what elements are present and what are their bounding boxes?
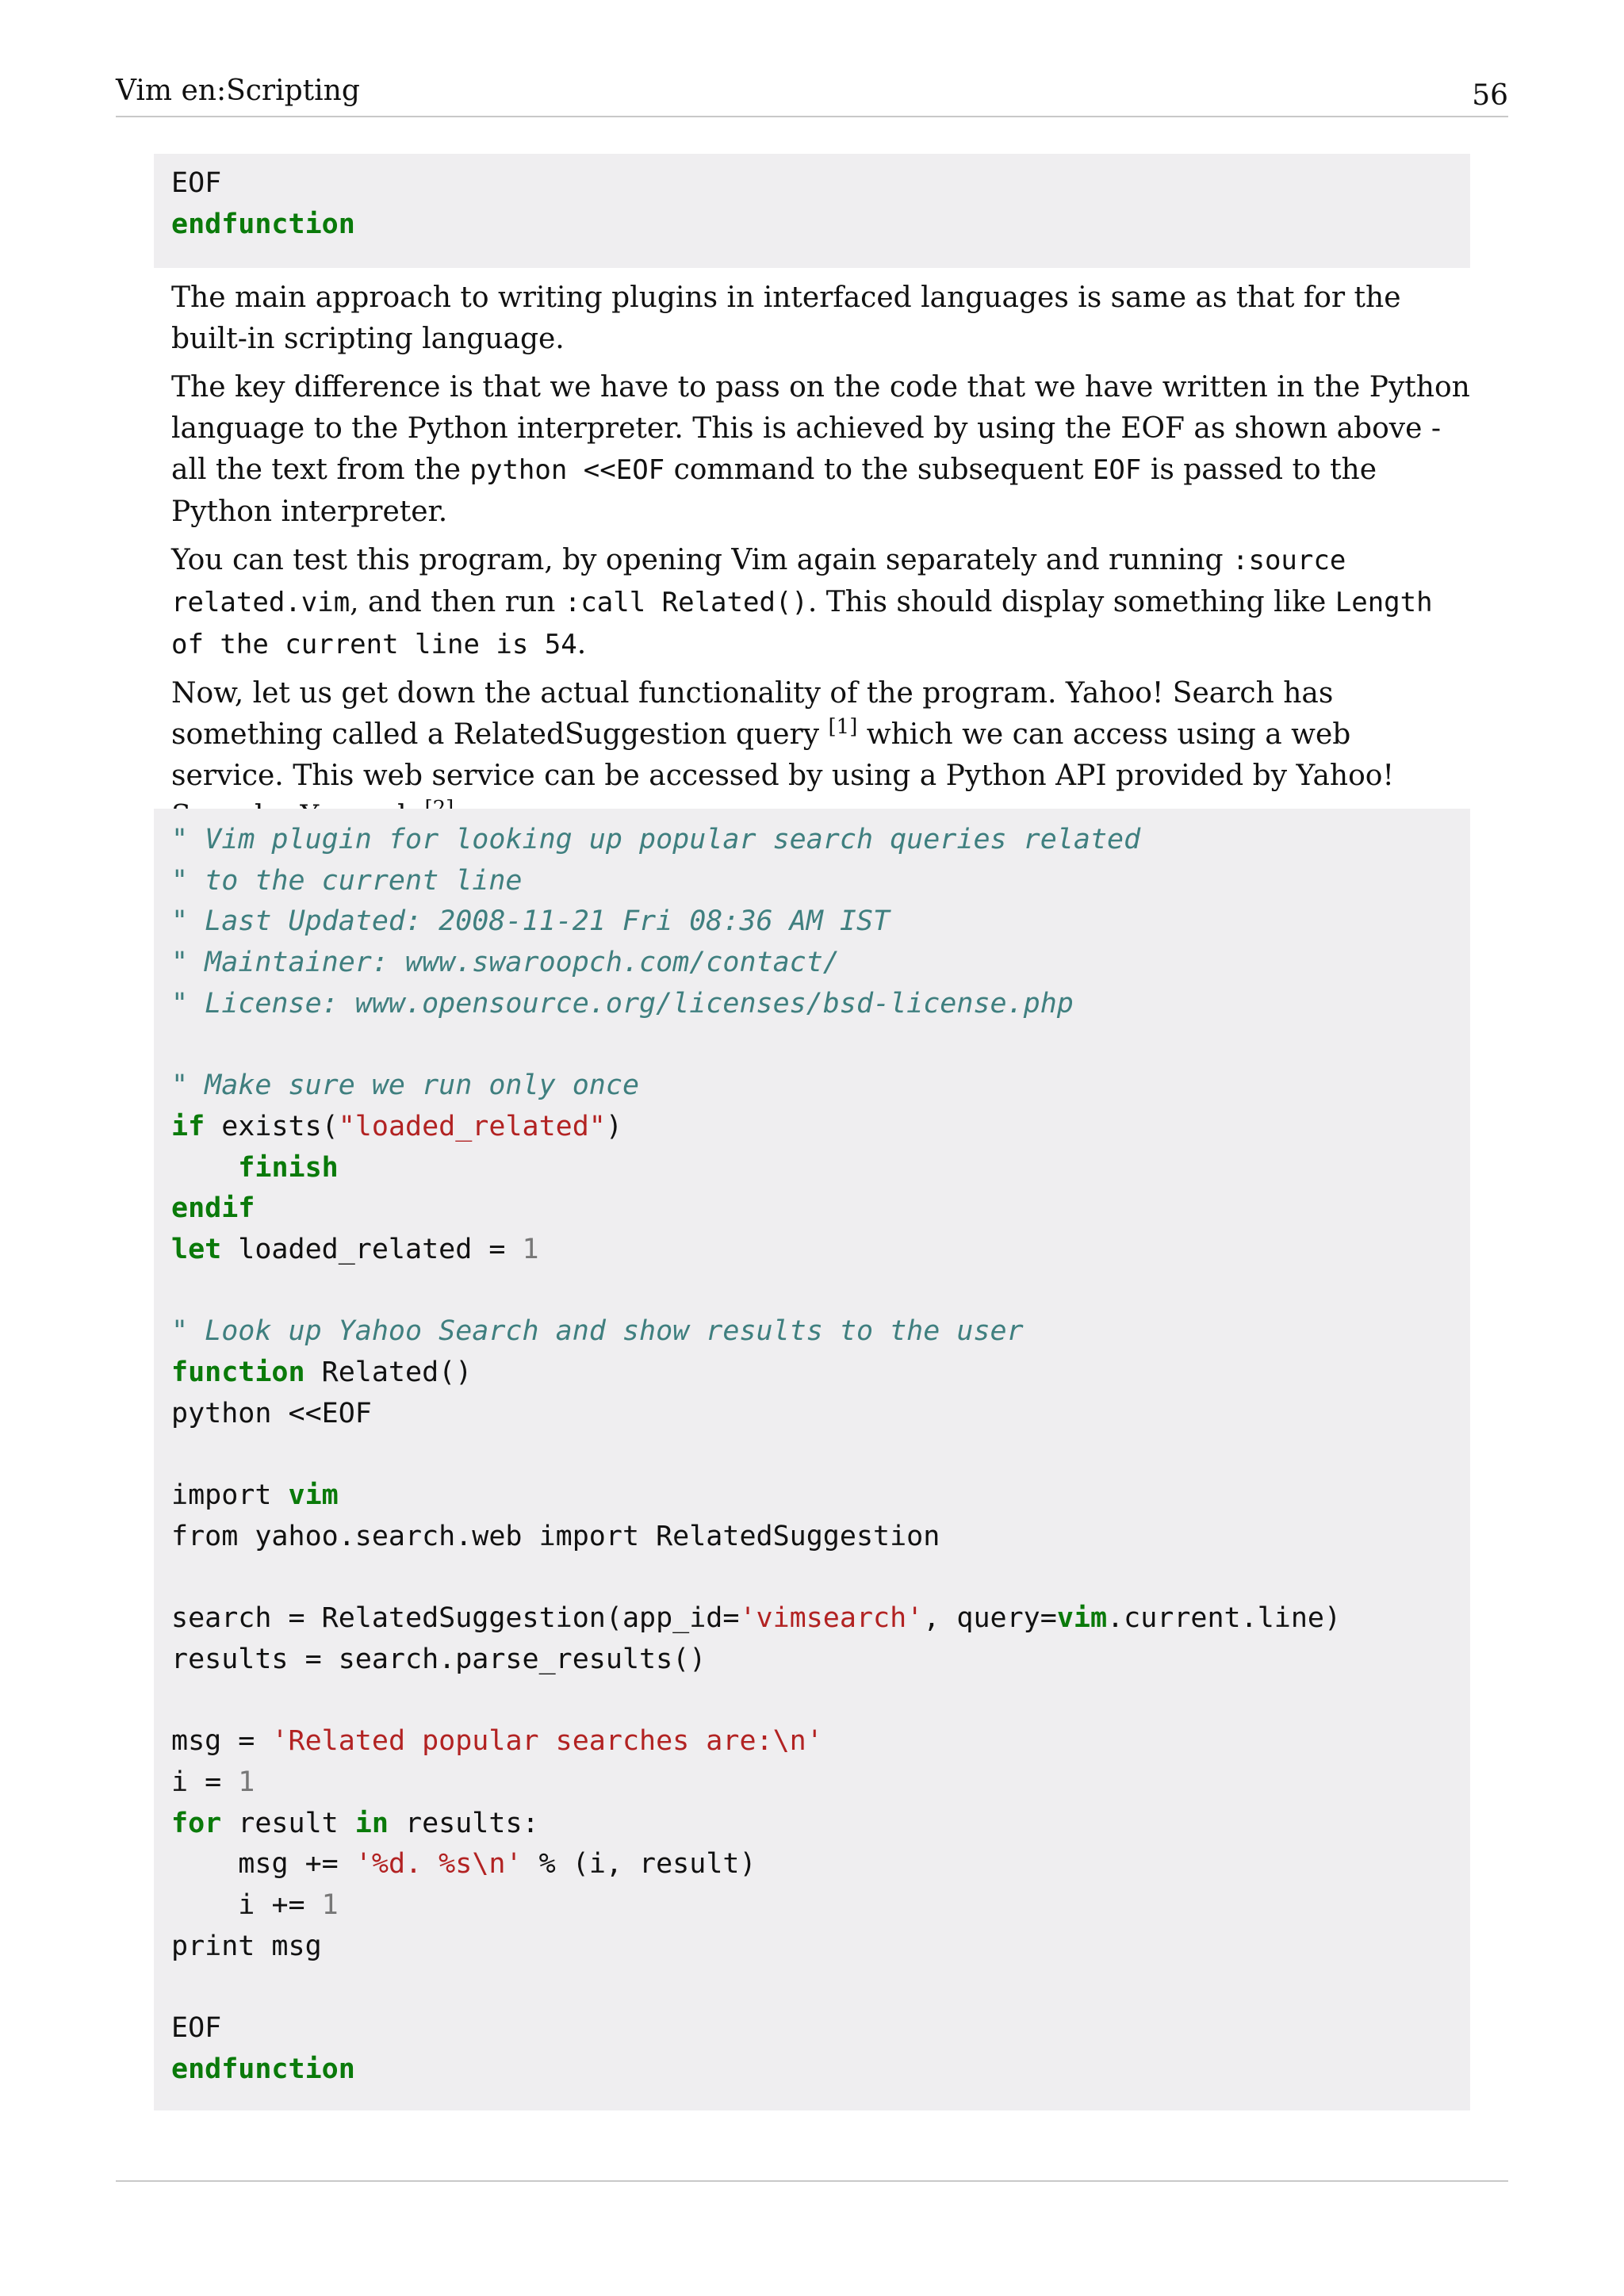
code-line xyxy=(171,1721,1470,1762)
code-keyword-line: endfunction xyxy=(171,2053,355,2085)
code-text: ) xyxy=(605,1110,622,1142)
code-keyword: if xyxy=(171,1110,205,1142)
code-line xyxy=(171,1885,1470,1927)
code-text: import xyxy=(171,1479,289,1511)
code-keyword: finish xyxy=(238,1151,339,1184)
text-run: Now, let us get down the actual functionality of the program. Yahoo! Search has something called a RelatedSuggestion query xyxy=(171,677,1334,752)
text-run: is passed to the Python interpreter. xyxy=(171,453,1377,528)
code-comment: " to the current line xyxy=(171,864,523,897)
code-keyword: function xyxy=(171,1356,305,1388)
code-number: 1 xyxy=(522,1233,539,1265)
code-block-related-plugin xyxy=(154,809,1470,2110)
code-line: python <<EOF xyxy=(171,1397,372,1429)
page-header xyxy=(116,73,1508,117)
code-text: Related() xyxy=(304,1356,473,1388)
code-line xyxy=(171,1107,1470,1148)
code-keyword: in xyxy=(354,1807,389,1839)
code-keyword: for xyxy=(171,1807,222,1839)
code-comment: " Last Updated: 2008-11-21 Fri 08:36 AM IST xyxy=(171,905,891,938)
page-number: 56 xyxy=(1472,79,1508,112)
code-string: "loaded_related" xyxy=(338,1110,606,1142)
code-keyword: vim xyxy=(288,1479,339,1511)
code-text: msg += xyxy=(238,1848,355,1881)
code-number: 1 xyxy=(238,1766,255,1798)
code-number: 1 xyxy=(321,1888,339,1921)
code-line: EOF xyxy=(171,167,222,199)
text-run: command to the subsequent xyxy=(665,453,1093,486)
code-blank-line xyxy=(171,1557,1470,1598)
code-line xyxy=(171,1475,1470,1517)
code-line xyxy=(171,1804,1470,1845)
paragraph-approach: The main approach to writing plugins in interfaced languages is same as that for the built-in scripting language. xyxy=(171,281,1401,355)
text-run: , and then run xyxy=(350,585,565,618)
code-line: from yahoo.search.web import RelatedSuggestion xyxy=(171,1520,940,1552)
code-text: msg = xyxy=(171,1725,272,1758)
text-run: . xyxy=(576,627,587,660)
reference-link-1[interactable]: [1] xyxy=(828,715,858,740)
code-text: results: xyxy=(388,1807,539,1839)
code-line: endfunction xyxy=(171,208,355,240)
code-text: i = xyxy=(171,1766,239,1798)
code-keyword-line: endif xyxy=(171,1192,255,1225)
code-line xyxy=(171,1353,1470,1394)
code-blank-line xyxy=(171,1680,1470,1721)
text-run: . This should display something like xyxy=(807,585,1335,618)
code-line xyxy=(171,1598,1470,1640)
code-string: 'vimsearch' xyxy=(739,1602,924,1635)
code-keyword: let xyxy=(171,1233,222,1265)
text-run: You can test this program, by opening Vim again separately and running xyxy=(171,544,1233,577)
code-line: print msg xyxy=(171,1930,322,1962)
code-text: % (i, result) xyxy=(522,1848,756,1881)
code-text: i += xyxy=(238,1888,322,1921)
code-line xyxy=(171,1148,1470,1189)
inline-code: :call Related() xyxy=(564,586,808,618)
code-blank-line xyxy=(171,1271,1470,1312)
inline-code: :source related.vim xyxy=(171,545,1346,618)
code-string: '%d. %s\n' xyxy=(354,1848,523,1881)
code-block-end-of-function xyxy=(154,154,1470,268)
code-blank-line xyxy=(171,1024,1470,1066)
code-comment: " Look up Yahoo Search and show results to the user xyxy=(171,1315,1024,1348)
code-comment: " Make sure we run only once xyxy=(171,1070,640,1102)
code-blank-line xyxy=(171,1434,1470,1475)
code-comment: " Vim plugin for looking up popular search queries related xyxy=(171,824,1141,855)
code-text: result xyxy=(221,1807,355,1839)
code-text: loaded_related = xyxy=(221,1233,523,1265)
code-keyword: vim xyxy=(1056,1602,1108,1635)
inline-code: EOF xyxy=(1092,453,1142,486)
code-text: exists( xyxy=(205,1110,339,1142)
code-line xyxy=(171,1762,1470,1804)
code-blank-line xyxy=(171,1967,1470,2008)
inline-code: python <<EOF xyxy=(469,453,665,486)
code-line xyxy=(171,1230,1470,1271)
paragraph-test-program xyxy=(171,540,1472,665)
code-comment: " Maintainer: www.swaroopch.com/contact/ xyxy=(171,947,840,979)
code-line xyxy=(171,1844,1470,1885)
code-comment: " License: www.opensource.org/licenses/bsd-license.php xyxy=(171,987,1074,1020)
paragraph-key-difference xyxy=(171,367,1472,532)
page-footer-rule xyxy=(116,2180,1508,2182)
code-text: .current.line) xyxy=(1107,1602,1342,1635)
code-text: search = RelatedSuggestion(app_id= xyxy=(171,1602,740,1635)
code-text: , query= xyxy=(923,1602,1057,1635)
code-line: EOF xyxy=(171,2011,222,2044)
text-run: which we can access using a web service. This web service can be accessed by using a Python API provided by Yahoo! xyxy=(171,718,1394,792)
header-title: Vim en:Scripting xyxy=(116,75,360,107)
text-run: The key difference is that we have to pass on the code that we have written in the Python language to the Python interpreter. This is achieved by using the EOF as shown above - all the text from the xyxy=(171,371,1470,486)
code-string: 'Related popular searches are:\n' xyxy=(271,1725,823,1758)
inline-code: Length of the current line is 54 xyxy=(171,586,1433,660)
body-text xyxy=(171,277,1472,845)
code-line: results = search.parse_results() xyxy=(171,1643,707,1675)
